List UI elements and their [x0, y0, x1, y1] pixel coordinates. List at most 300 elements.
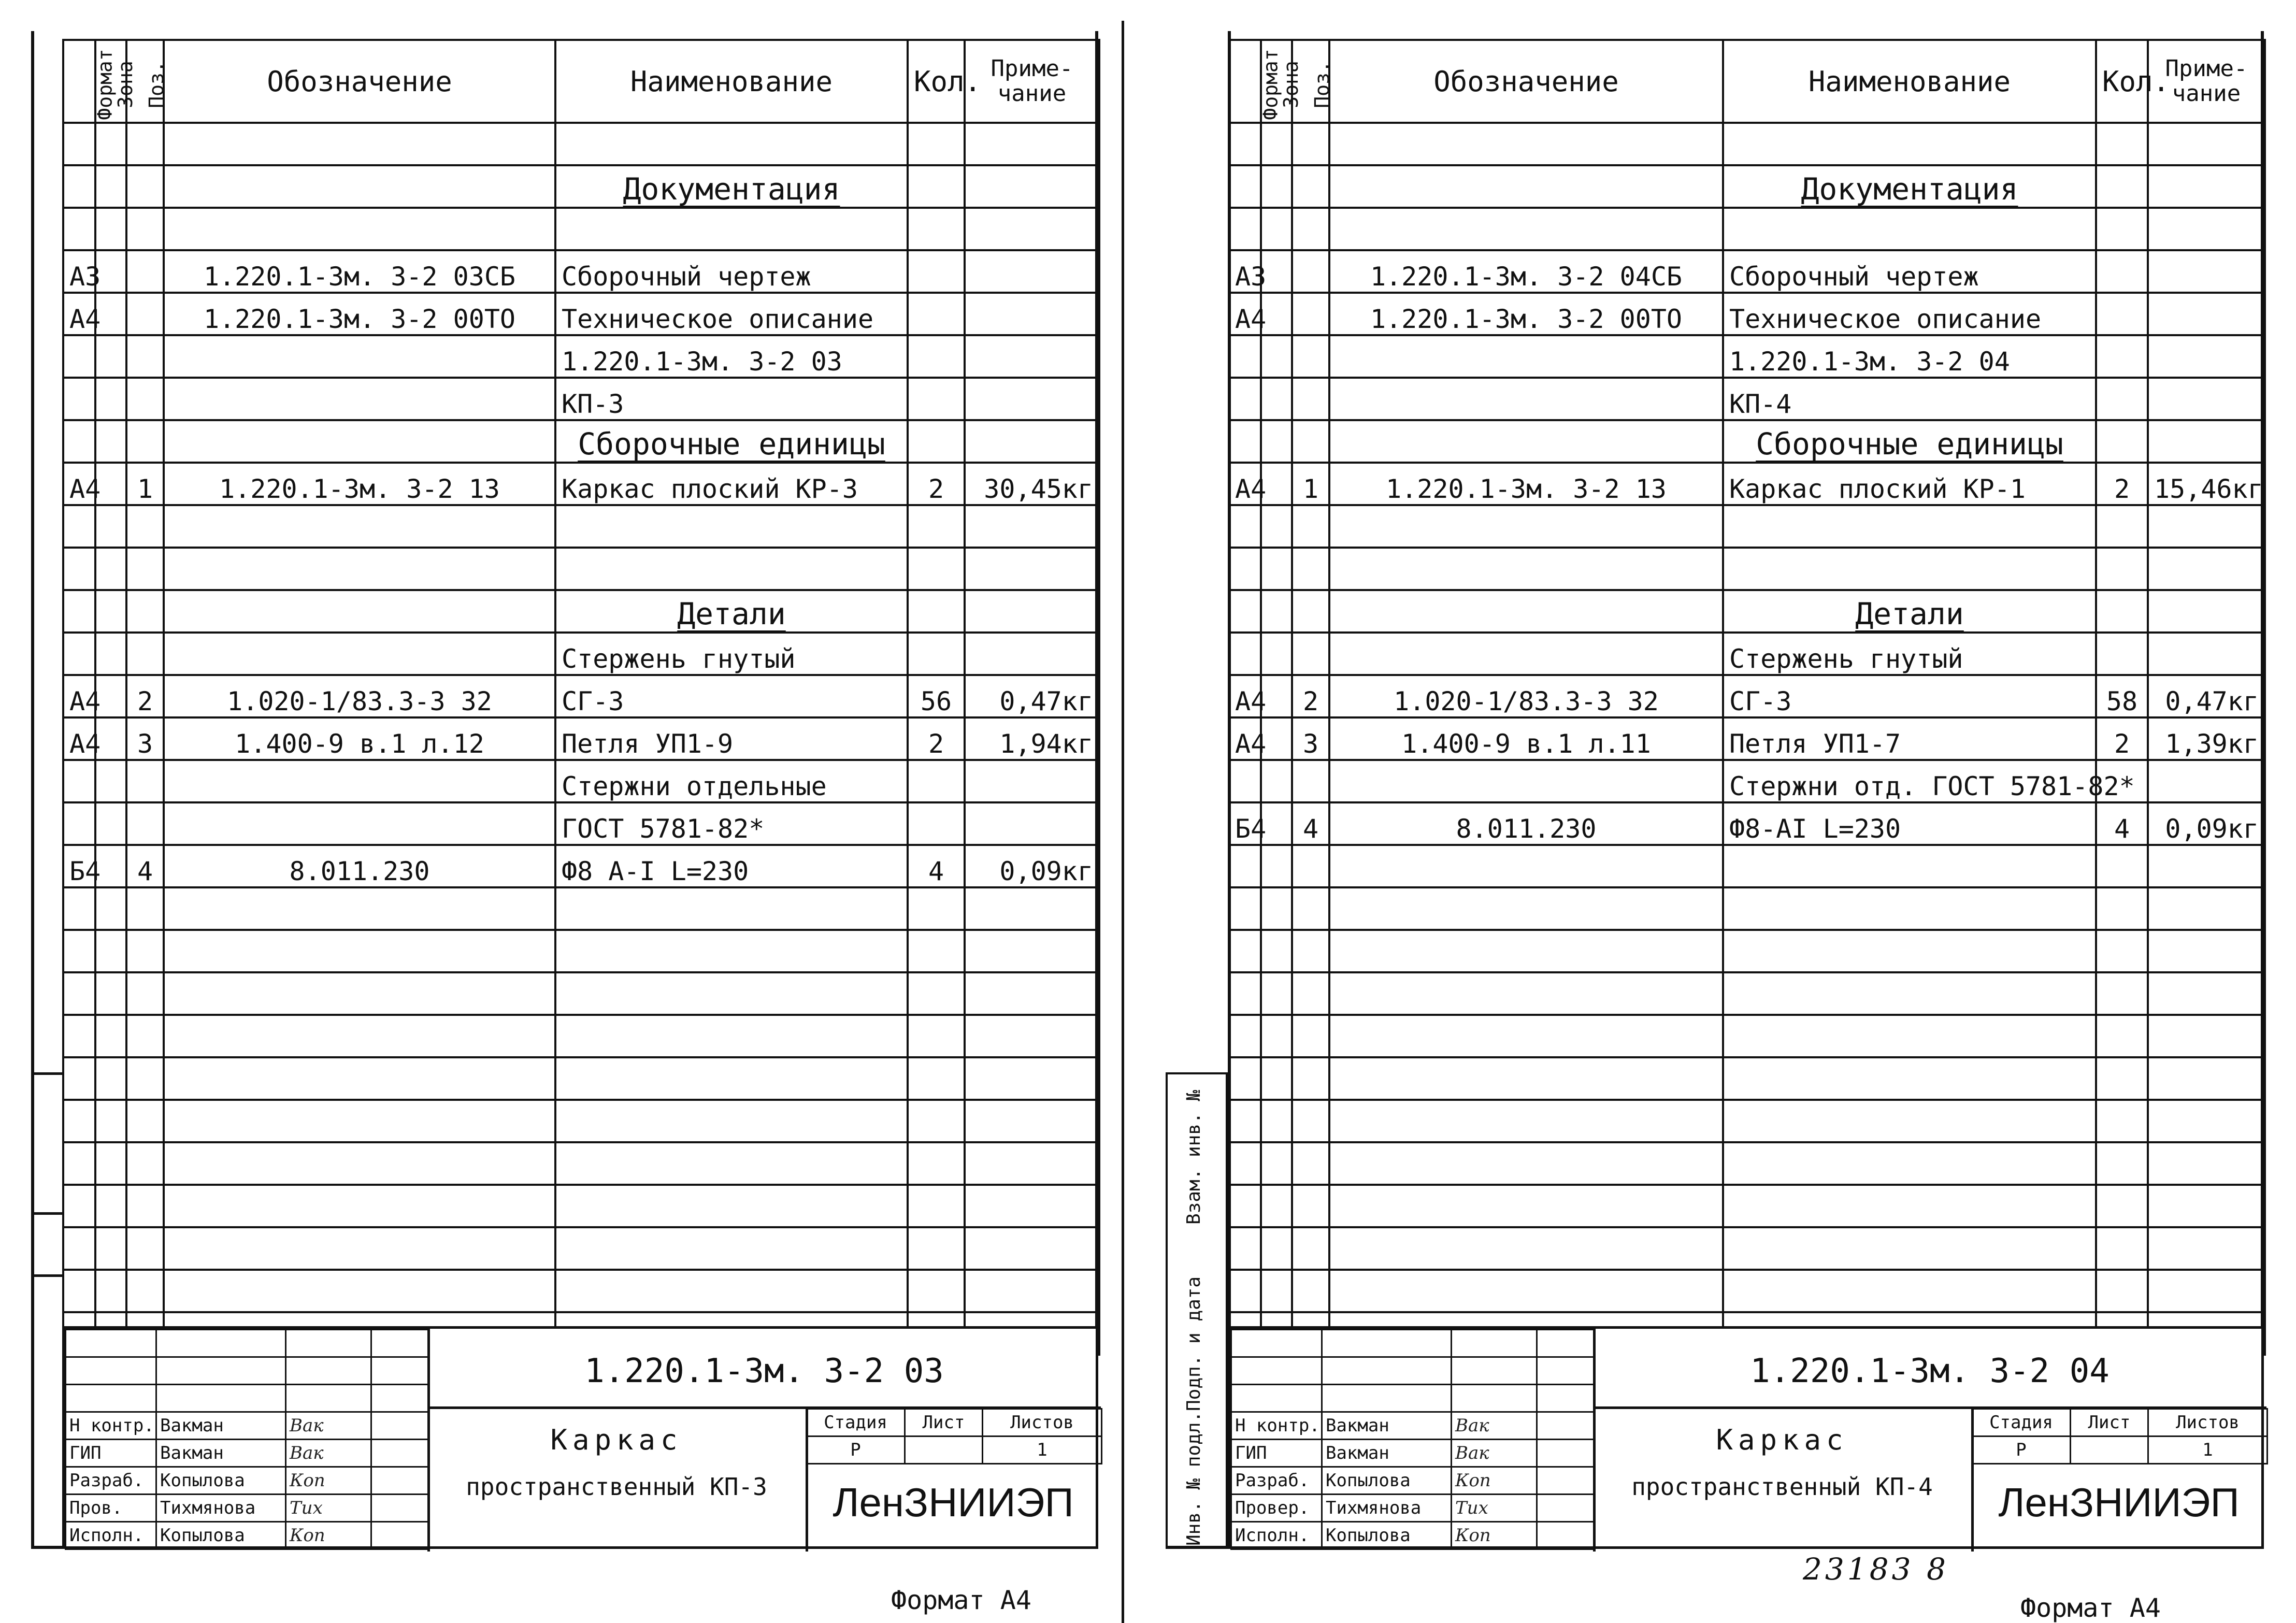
cell-name: Стержни отд. ГОСТ 5781-82*: [1723, 760, 2096, 802]
cell-zone: [95, 590, 126, 633]
cell-qty: 2: [908, 717, 965, 760]
cell-zone: [1261, 1057, 1292, 1100]
cell-pos: [1292, 1270, 1329, 1312]
cell-qty: [2096, 887, 2148, 930]
cell-format: [63, 972, 95, 1015]
cell-format: [1229, 1270, 1261, 1312]
table-row: [63, 208, 1099, 250]
right-title-block: [1228, 1326, 2264, 1549]
cell-name: [1723, 548, 2096, 590]
role-label: Исполн.: [66, 1522, 156, 1549]
cell-qty: [908, 335, 965, 378]
header-qty: Кол.: [908, 40, 965, 123]
cell-name: Каркас плоский КР-1: [1723, 463, 2096, 505]
cell-designation: [1329, 887, 1723, 930]
cell-zone: [95, 887, 126, 930]
cell-zone: [95, 930, 126, 972]
right-signature-grid: [1230, 1329, 1595, 1550]
cell-note: [965, 930, 1099, 972]
cell-format: [63, 1100, 95, 1142]
header-qty: Кол.: [2096, 40, 2148, 123]
cell-zone: [95, 760, 126, 802]
signature: Тих: [286, 1495, 371, 1522]
cell-qty: [908, 1015, 965, 1057]
cell-designation: [164, 1100, 555, 1142]
cell-name: СГ-3: [555, 675, 908, 717]
left-margin-tick: [31, 1274, 62, 1277]
left-signature-grid: [65, 1329, 429, 1550]
header-pos: Поз.: [126, 40, 164, 123]
cell-qty: 58: [2096, 675, 2148, 717]
cell-pos: [126, 420, 164, 463]
cell-pos: 2: [126, 675, 164, 717]
signature: Коп: [286, 1467, 371, 1495]
date-cell: [1537, 1440, 1594, 1467]
cell-name: [1723, 930, 2096, 972]
role-label: Н контр.: [1231, 1412, 1322, 1440]
cell-pos: [1292, 1142, 1329, 1185]
left-margin-tick: [31, 1072, 62, 1075]
table-row: [1229, 463, 2265, 505]
section-heading: Детали: [1855, 596, 1964, 631]
cell-note: [2148, 420, 2265, 463]
cell-qty: [908, 1185, 965, 1227]
cell-note: [2148, 1057, 2265, 1100]
cell-designation: [164, 972, 555, 1015]
cell-note: [965, 378, 1099, 420]
table-row: [63, 717, 1099, 760]
cell-note: 0,47кг: [2148, 675, 2265, 717]
cell-pos: [126, 802, 164, 845]
cell-pos: [126, 1227, 164, 1270]
cell-designation: [1329, 548, 1723, 590]
cell-note: [965, 165, 1099, 208]
cell-designation: [1329, 1057, 1723, 1100]
table-row: [1229, 1227, 2265, 1270]
cell-designation: [164, 1057, 555, 1100]
cell-note: [2148, 335, 2265, 378]
table-row: [1229, 675, 2265, 717]
right-approval-stamp: [1166, 1072, 1228, 1549]
cell-qty: [2096, 972, 2148, 1015]
cell-pos: [1292, 250, 1329, 293]
cell-designation: 1.020-1/83.3-3 32: [1329, 675, 1723, 717]
cell-zone: [1261, 505, 1292, 548]
cell-note: [2148, 250, 2265, 293]
table-row: [1229, 505, 2265, 548]
section-heading: Сборочные единицы: [1756, 426, 2063, 462]
cell-format: [63, 802, 95, 845]
cell-note: [2148, 165, 2265, 208]
cell-note: [965, 208, 1099, 250]
cell-note: [965, 1100, 1099, 1142]
cell-format: А4: [1229, 717, 1261, 760]
cell-format: Б4: [1229, 802, 1261, 845]
cell-note: [2148, 505, 2265, 548]
cell-note: [2148, 1270, 2265, 1312]
cell-name: [555, 1100, 908, 1142]
cell-name: КП-3: [555, 378, 908, 420]
cell-name: [555, 208, 908, 250]
person-name: Копылова: [1322, 1522, 1452, 1549]
cell-pos: [126, 1270, 164, 1312]
header-note: Приме- чание: [965, 40, 1099, 123]
cell-name: [555, 1270, 908, 1312]
cell-format: [1229, 633, 1261, 675]
cell-qty: [908, 250, 965, 293]
header-name: Наименование: [1723, 40, 2096, 123]
cell-pos: [1292, 633, 1329, 675]
table-row: [1229, 760, 2265, 802]
cell-zone: [1261, 633, 1292, 675]
right-stage-grid: Стадия Лист Листов Р 1: [1971, 1408, 2268, 1464]
cell-name: [1723, 845, 2096, 887]
role-label: ГИП: [66, 1440, 156, 1467]
signature: Вак: [1452, 1440, 1537, 1467]
table-row: [1229, 548, 2265, 590]
cell-note: [965, 1270, 1099, 1312]
table-row: [63, 123, 1099, 165]
cell-qty: [2096, 165, 2148, 208]
cell-pos: [126, 505, 164, 548]
cell-qty: [2096, 1015, 2148, 1057]
cell-note: [965, 1185, 1099, 1227]
cell-pos: [1292, 760, 1329, 802]
cell-qty: [908, 378, 965, 420]
cell-pos: 4: [126, 845, 164, 887]
person-name: Тихмянова: [156, 1495, 286, 1522]
cell-format: [63, 165, 95, 208]
cell-format: [63, 208, 95, 250]
cell-zone: [95, 1142, 126, 1185]
cell-format: [1229, 208, 1261, 250]
cell-pos: [126, 1142, 164, 1185]
cell-name: [1723, 165, 2096, 208]
cell-name: [555, 1015, 908, 1057]
right-format-label: Формат А4: [2020, 1593, 2161, 1623]
cell-pos: [126, 335, 164, 378]
date-cell: [1537, 1495, 1594, 1522]
right-spec-table: [1228, 39, 2266, 1356]
table-row: [63, 845, 1099, 887]
cell-name: [1723, 1185, 2096, 1227]
cell-designation: [164, 548, 555, 590]
date-cell: [371, 1467, 428, 1495]
date-cell: [1537, 1522, 1594, 1549]
cell-name: Ф8-АI L=230: [1723, 802, 2096, 845]
left-title-block: [62, 1326, 1098, 1549]
cell-name: [555, 123, 908, 165]
cell-note: [965, 335, 1099, 378]
cell-qty: [908, 930, 965, 972]
role-label: Разраб.: [66, 1467, 156, 1495]
signature-row: [1231, 1412, 1594, 1440]
date-cell: [1537, 1412, 1594, 1440]
cell-note: [2148, 208, 2265, 250]
person-name: Вакман: [156, 1440, 286, 1467]
cell-qty: [908, 165, 965, 208]
cell-pos: [1292, 845, 1329, 887]
cell-pos: [126, 1100, 164, 1142]
cell-format: [63, 887, 95, 930]
signature-row: [1231, 1495, 1594, 1522]
cell-note: 15,46кг: [2148, 463, 2265, 505]
table-row: [1229, 1185, 2265, 1227]
cell-note: [965, 760, 1099, 802]
signature-row: [1231, 1440, 1594, 1467]
cell-qty: [908, 1270, 965, 1312]
cell-format: [1229, 1227, 1261, 1270]
cell-designation: 8.011.230: [164, 845, 555, 887]
cell-format: [1229, 335, 1261, 378]
cell-format: [1229, 590, 1261, 633]
signature-row: [1231, 1467, 1594, 1495]
cell-format: [63, 123, 95, 165]
cell-name: Петля УП1-7: [1723, 717, 2096, 760]
cell-designation: 1.220.1-3м. 3-2 13: [164, 463, 555, 505]
cell-pos: [126, 123, 164, 165]
cell-name: Стержни отдельные: [555, 760, 908, 802]
cell-designation: [1329, 1015, 1723, 1057]
table-row: [63, 335, 1099, 378]
cell-name: 1.220.1-3м. 3-2 04: [1723, 335, 2096, 378]
cell-designation: [164, 802, 555, 845]
cell-pos: [1292, 1185, 1329, 1227]
cell-qty: 4: [908, 845, 965, 887]
cell-qty: [2096, 420, 2148, 463]
table-row: [63, 505, 1099, 548]
cell-pos: 1: [126, 463, 164, 505]
cell-designation: [1329, 1142, 1723, 1185]
cell-note: [965, 420, 1099, 463]
cell-format: [63, 1015, 95, 1057]
cell-zone: [95, 123, 126, 165]
cell-qty: [2096, 1142, 2148, 1185]
cell-zone: [1261, 548, 1292, 590]
table-row: [1229, 887, 2265, 930]
table-row: [63, 548, 1099, 590]
cell-zone: [1261, 208, 1292, 250]
table-row: [1229, 208, 2265, 250]
cell-pos: [1292, 887, 1329, 930]
signature: Вак: [286, 1440, 371, 1467]
stamp-field-2: Подп. и дата: [1183, 1276, 1204, 1411]
cell-format: А3: [63, 250, 95, 293]
table-row: [63, 1015, 1099, 1057]
cell-note: [2148, 1142, 2265, 1185]
signature-row: [66, 1440, 428, 1467]
table-row: [1229, 1100, 2265, 1142]
table-row: [63, 1270, 1099, 1312]
cell-note: [2148, 1015, 2265, 1057]
table-row: [63, 972, 1099, 1015]
cell-note: [965, 590, 1099, 633]
cell-name: [1723, 420, 2096, 463]
cell-name: [555, 1142, 908, 1185]
header-pos: Поз.: [1292, 40, 1329, 123]
cell-note: 1,39кг: [2148, 717, 2265, 760]
cell-format: [1229, 123, 1261, 165]
cell-format: А4: [63, 675, 95, 717]
cell-name: КП-4: [1723, 378, 2096, 420]
section-heading: Детали: [677, 596, 786, 631]
cell-qty: [908, 1142, 965, 1185]
cell-pos: [126, 250, 164, 293]
table-row: [63, 463, 1099, 505]
cell-pos: [126, 760, 164, 802]
cell-name: Ф8 А-I L=230: [555, 845, 908, 887]
cell-format: [1229, 760, 1261, 802]
table-row: [1229, 250, 2265, 293]
cell-pos: [1292, 1100, 1329, 1142]
cell-designation: [1329, 930, 1723, 972]
table-row: [1229, 420, 2265, 463]
cell-designation: 1.020-1/83.3-3 32: [164, 675, 555, 717]
cell-note: 1,94кг: [965, 717, 1099, 760]
cell-name: [555, 548, 908, 590]
cell-qty: [2096, 633, 2148, 675]
cell-qty: [2096, 548, 2148, 590]
signature-row: [66, 1522, 428, 1549]
cell-name: Стержень гнутый: [1723, 633, 2096, 675]
cell-pos: 2: [1292, 675, 1329, 717]
cell-designation: 1.400-9 в.1 л.12: [164, 717, 555, 760]
cell-designation: 1.220.1-3м. 3-2 13: [1329, 463, 1723, 505]
cell-name: [1723, 1015, 2096, 1057]
cell-zone: [1261, 1015, 1292, 1057]
cell-designation: [164, 505, 555, 548]
sheet-divider: [1122, 21, 1124, 1623]
cell-zone: [95, 548, 126, 590]
table-row: [1229, 590, 2265, 633]
cell-zone: [95, 1015, 126, 1057]
header-format: Формат: [63, 40, 95, 123]
cell-note: [2148, 845, 2265, 887]
cell-designation: [164, 760, 555, 802]
cell-format: А4: [63, 717, 95, 760]
cell-zone: [1261, 887, 1292, 930]
cell-zone: [1261, 1100, 1292, 1142]
cell-designation: [164, 378, 555, 420]
cell-pos: [1292, 335, 1329, 378]
cell-pos: [1292, 590, 1329, 633]
cell-pos: 4: [1292, 802, 1329, 845]
right-doc-title: Каркас пространственный КП-4: [1631, 1424, 1933, 1501]
cell-pos: [1292, 123, 1329, 165]
header-designation: Обозначение: [1329, 40, 1723, 123]
cell-note: [2148, 548, 2265, 590]
cell-qty: [908, 548, 965, 590]
cell-name: [1723, 1100, 2096, 1142]
date-cell: [371, 1440, 428, 1467]
section-heading: Документация: [623, 171, 840, 207]
table-row: [63, 250, 1099, 293]
cell-pos: [1292, 972, 1329, 1015]
cell-designation: [1329, 123, 1723, 165]
table-row: [1229, 293, 2265, 335]
signature: Вак: [286, 1412, 371, 1440]
cell-note: [2148, 760, 2265, 802]
left-doc-code: 1.220.1-3м. 3-2 03: [584, 1352, 944, 1390]
cell-format: А4: [63, 293, 95, 335]
header-designation: Обозначение: [164, 40, 555, 123]
cell-pos: [126, 972, 164, 1015]
cell-pos: [1292, 1057, 1329, 1100]
table-row: [1229, 1142, 2265, 1185]
cell-name: Стержень гнутый: [555, 633, 908, 675]
cell-format: [63, 378, 95, 420]
cell-qty: 2: [908, 463, 965, 505]
cell-note: [2148, 378, 2265, 420]
cell-pos: [126, 208, 164, 250]
cell-zone: [1261, 845, 1292, 887]
cell-designation: [164, 887, 555, 930]
cell-name: [555, 1227, 908, 1270]
cell-note: [2148, 293, 2265, 335]
table-row: [63, 1100, 1099, 1142]
table-row: [1229, 717, 2265, 760]
cell-designation: [1329, 335, 1723, 378]
right-doc-code: 1.220.1-3м. 3-2 04: [1750, 1352, 2110, 1390]
table-row: [1229, 1057, 2265, 1100]
cell-designation: 1.400-9 в.1 л.11: [1329, 717, 1723, 760]
date-cell: [371, 1412, 428, 1440]
cell-format: [1229, 378, 1261, 420]
cell-designation: [1329, 1100, 1723, 1142]
table-row: [1229, 930, 2265, 972]
cell-name: [555, 590, 908, 633]
cell-pos: 3: [126, 717, 164, 760]
cell-format: [1229, 1142, 1261, 1185]
date-cell: [1537, 1467, 1594, 1495]
cell-zone: [95, 633, 126, 675]
cell-note: [965, 1227, 1099, 1270]
cell-format: [1229, 887, 1261, 930]
cell-designation: [1329, 1270, 1723, 1312]
cell-format: [1229, 845, 1261, 887]
signature: Тих: [1452, 1495, 1537, 1522]
cell-pos: [126, 293, 164, 335]
cell-pos: [126, 1015, 164, 1057]
cell-format: [63, 590, 95, 633]
cell-designation: [164, 1227, 555, 1270]
cell-note: [965, 1015, 1099, 1057]
left-stage-grid: Стадия Лист Листов Р 1: [806, 1408, 1102, 1464]
cell-qty: [2096, 1185, 2148, 1227]
cell-qty: [2096, 845, 2148, 887]
cell-zone: [1261, 1270, 1292, 1312]
left-spec-table: [62, 39, 1100, 1356]
cell-zone: [95, 335, 126, 378]
cell-format: [63, 505, 95, 548]
cell-qty: [2096, 123, 2148, 165]
cell-designation: [1329, 208, 1723, 250]
left-org-name: ЛенЗНИИЭП: [833, 1480, 1074, 1525]
cell-format: [63, 420, 95, 463]
cell-pos: [1292, 1015, 1329, 1057]
cell-name: [555, 420, 908, 463]
cell-note: [965, 505, 1099, 548]
cell-format: [63, 1227, 95, 1270]
cell-note: 0,47кг: [965, 675, 1099, 717]
table-row: [63, 1227, 1099, 1270]
cell-pos: [126, 1185, 164, 1227]
cell-pos: [126, 590, 164, 633]
cell-qty: [908, 972, 965, 1015]
cell-note: [965, 887, 1099, 930]
cell-qty: [2096, 335, 2148, 378]
cell-format: [1229, 1185, 1261, 1227]
